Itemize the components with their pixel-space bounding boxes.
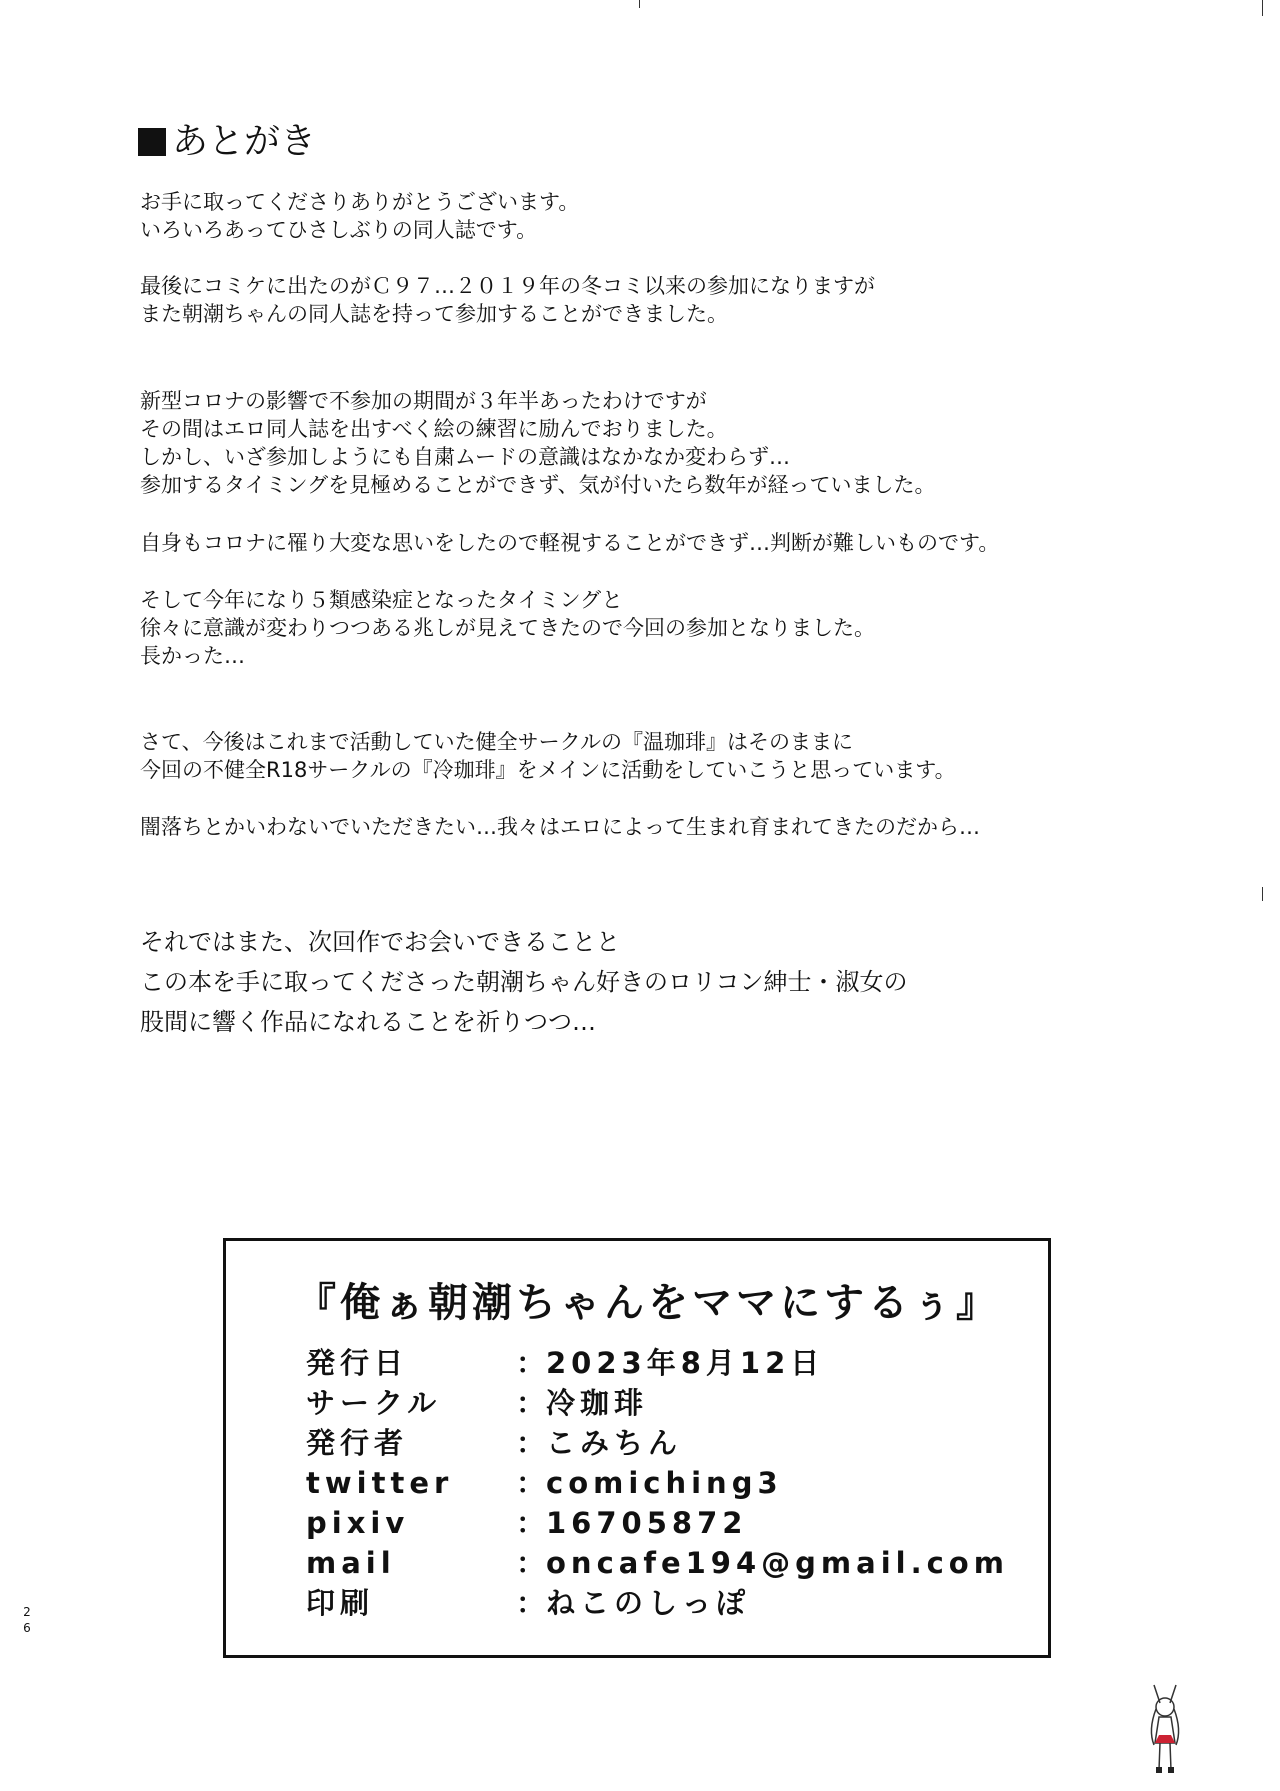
- afterword-line: 自身もコロナに罹り大変な思いをしたので軽視することができず…判断が難しいものです。: [140, 531, 1000, 555]
- colophon-value: こみちん: [546, 1426, 683, 1460]
- afterword-line: 長かった…: [140, 644, 245, 668]
- page-number: [20, 1604, 34, 1636]
- afterword-line: さて、今後はこれまで活動していた健全サークルの『温珈琲』はそのままに: [140, 730, 853, 754]
- afterword-line: 股間に響く作品になれることを祈りつつ…: [140, 1008, 596, 1036]
- afterword-line: また朝潮ちゃんの同人誌を持って参加することができました。: [140, 302, 728, 326]
- colophon-separator: ：: [516, 1346, 551, 1380]
- colophon-box: [223, 1238, 1051, 1658]
- colophon-key: pixiv: [306, 1506, 410, 1540]
- page-number-digit: 6: [23, 1621, 31, 1635]
- afterword-line: そして今年になり５類感染症となったタイミングと: [140, 588, 623, 612]
- colophon-row-mail: [306, 1541, 1009, 1582]
- colophon-row-printer: [306, 1581, 750, 1622]
- afterword-line: お手に取ってくださりありがとうございます。: [140, 190, 580, 214]
- colophon-separator: ：: [516, 1466, 551, 1500]
- colophon-value: 冷珈琲: [546, 1386, 649, 1420]
- colophon-key: mail: [306, 1546, 396, 1580]
- colophon-value: 2023年8月12日: [546, 1346, 825, 1380]
- afterword-line: それではまた、次回作でお会いできることと: [140, 928, 620, 956]
- colophon-separator: ：: [516, 1586, 551, 1620]
- crop-mark: [1262, 0, 1263, 16]
- colophon-row-pixiv: [306, 1501, 747, 1542]
- colophon-separator: ：: [516, 1546, 551, 1580]
- afterword-heading: [138, 120, 316, 164]
- colophon-value: 16705872: [546, 1506, 748, 1540]
- page-number-digit: 2: [23, 1605, 31, 1619]
- colophon-row-twitter: [306, 1461, 783, 1502]
- colophon-separator: ：: [516, 1506, 551, 1540]
- afterword-line: その間はエロ同人誌を出すべく絵の練習に励んでおりました。: [140, 417, 728, 441]
- colophon-separator: ：: [516, 1386, 551, 1420]
- afterword-line: 徐々に意識が変わりつつある兆しが見えてきたので今回の参加となりました。: [140, 616, 875, 640]
- afterword-line: いろいろあってひさしぶりの同人誌です。: [140, 218, 538, 242]
- colophon-value: oncafe194@gmail.com: [546, 1546, 1009, 1580]
- colophon-value: ねこのしっぽ: [546, 1586, 751, 1620]
- crop-mark: [1262, 887, 1263, 901]
- colophon-key: twitter: [306, 1466, 454, 1500]
- afterword-line: 新型コロナの影響で不参加の期間が３年半あったわけですが: [140, 389, 707, 413]
- afterword-line: 闇落ちとかいわないでいただきたい…我々はエロによって生まれ育まれてきたのだから…: [140, 815, 980, 839]
- afterword-line: 参加するタイミングを見極めることができず、気が付いたら数年が経っていました。: [140, 473, 936, 497]
- colophon-key: 発行者: [306, 1426, 409, 1460]
- square-bullet-icon: [138, 128, 166, 156]
- colophon-key: サークル: [306, 1386, 442, 1420]
- colophon-row-date: [306, 1341, 824, 1382]
- colophon-key: 印刷: [306, 1586, 375, 1620]
- book-title: 『俺ぁ朝潮ちゃんをママにするぅ』: [296, 1280, 1000, 1326]
- afterword-line: この本を手に取ってくださった朝潮ちゃん好きのロリコン紳士・淑女の: [140, 968, 908, 996]
- afterword-heading-text: あとがき: [172, 121, 317, 162]
- afterword-line: しかし、いざ参加しようにも自粛ムードの意識はなかなか変わらず…: [140, 445, 790, 469]
- colophon-row-circle: [306, 1381, 648, 1422]
- colophon-row-publisher: [306, 1421, 682, 1462]
- character-figure-icon: [1140, 1675, 1190, 1775]
- crop-mark: [639, 0, 640, 8]
- colophon-separator: ：: [516, 1426, 551, 1460]
- colophon-value: comiching3: [546, 1466, 783, 1500]
- afterword-line: 今回の不健全R18サークルの『冷珈琲』をメインに活動をしていこうと思っています。: [140, 758, 956, 782]
- colophon-key: 発行日: [306, 1346, 409, 1380]
- afterword-line: 最後にコミケに出たのがＣ９７…２０１９年の冬コミ以来の参加になりますが: [140, 274, 875, 298]
